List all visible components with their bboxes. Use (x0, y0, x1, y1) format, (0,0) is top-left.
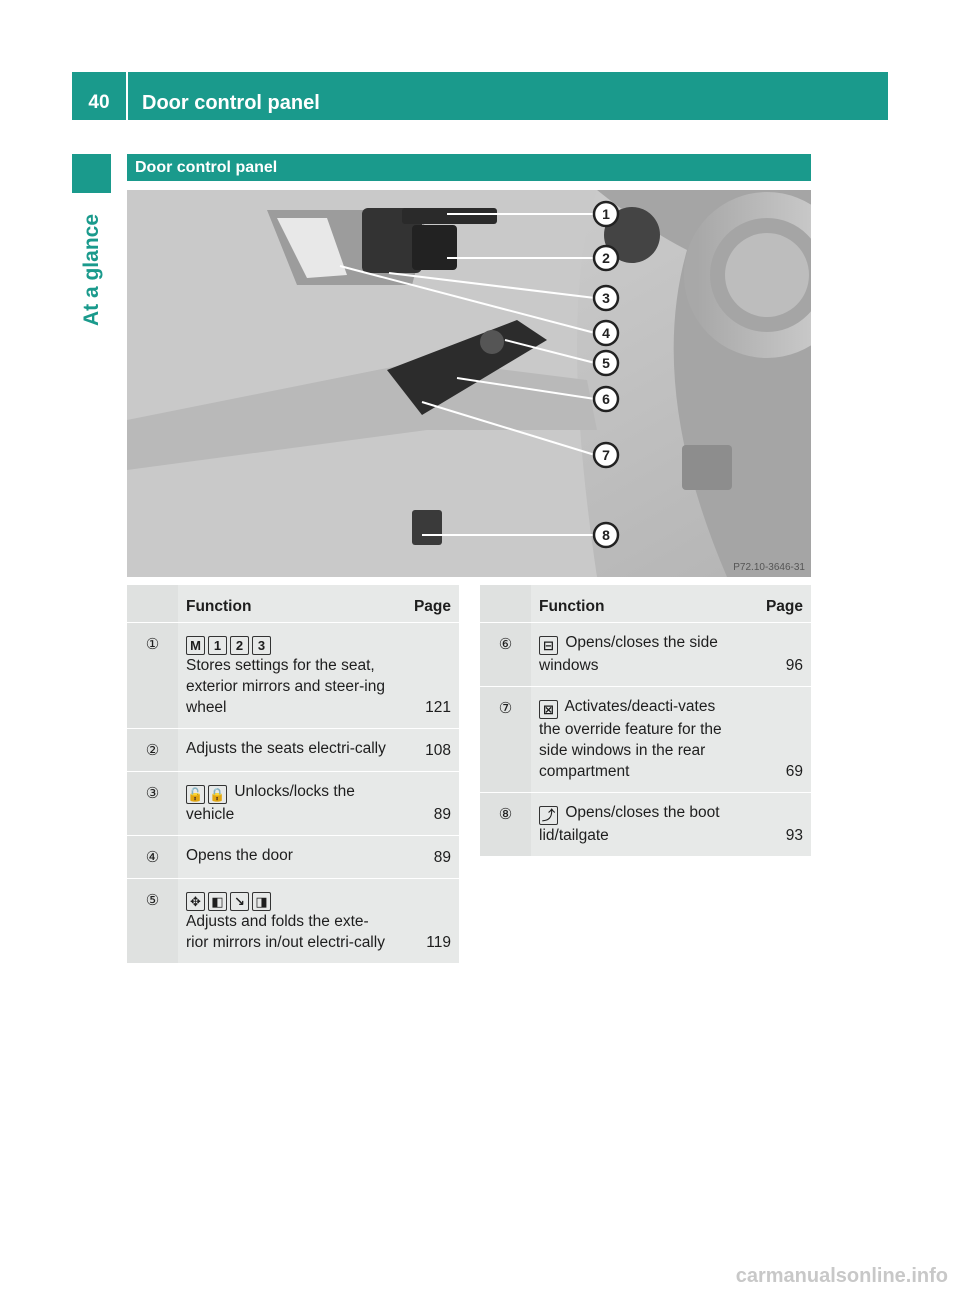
row-page-reference: 119 (395, 878, 459, 963)
header-title: Door control panel (142, 92, 320, 114)
control-symbols (539, 804, 561, 821)
row-number: ① (127, 622, 178, 728)
row-number: ⑤ (127, 878, 178, 963)
row-number: ⑦ (480, 686, 531, 792)
control-symbol-icon: ◨ (252, 892, 271, 911)
row-page-reference: 93 (747, 792, 811, 856)
table-header-function: Function (178, 585, 395, 622)
row-number: ⑥ (480, 622, 531, 686)
control-symbols (186, 890, 274, 907)
control-symbols (186, 634, 274, 651)
table-row (127, 771, 459, 835)
control-symbol-icon: 🔒 (209, 786, 226, 802)
row-function (178, 835, 395, 878)
control-symbol-icon: ✥ (186, 892, 205, 911)
door-panel-illustration (127, 190, 811, 577)
control-symbol-icon: ⊟ (539, 636, 558, 655)
function-description: Adjusts the seats electri-cally (186, 739, 386, 757)
row-page-reference: 121 (395, 622, 459, 728)
side-tab-marker (72, 154, 111, 193)
control-symbol-icon: 2 (230, 636, 249, 655)
table-header-row (480, 585, 811, 622)
row-function (531, 792, 747, 856)
section-title: Door control panel (127, 154, 811, 181)
callout-label: 4 (602, 325, 610, 341)
callout-label: 7 (602, 447, 610, 463)
control-symbol-icon: ◧ (208, 892, 227, 911)
control-symbol-icon: ↘ (230, 892, 249, 911)
function-description: Adjusts and folds the exte-rior mirrors in/out electri-cally (186, 912, 385, 951)
function-description: Opens the door (186, 846, 293, 864)
watermark: carmanualsonline.info (735, 1265, 948, 1287)
row-page-reference: 96 (747, 622, 811, 686)
function-description: Opens/closes the boot lid/tailgate (539, 803, 720, 844)
row-page-reference: 89 (395, 835, 459, 878)
table-row (480, 622, 811, 686)
row-page-reference: 69 (747, 686, 811, 792)
table-header-num (127, 585, 178, 622)
table-header-function: Function (531, 585, 747, 622)
table-header-page: Page (395, 585, 459, 622)
row-function (178, 771, 395, 835)
door-panel-figure (127, 190, 811, 577)
table-row (127, 622, 459, 728)
callout-label: 8 (602, 527, 610, 543)
control-symbol-icon: 3 (252, 636, 271, 655)
control-symbol-icon: M (186, 636, 205, 655)
function-table-left (127, 585, 459, 963)
figure-ref-code: P72.10-3646-31 (733, 562, 805, 573)
row-number: ⑧ (480, 792, 531, 856)
table-row (480, 686, 811, 792)
row-page-reference: 89 (395, 771, 459, 835)
table-row (127, 835, 459, 878)
callout-label: 5 (602, 355, 610, 371)
side-tab-label: At a glance (80, 213, 103, 327)
table-row (127, 878, 459, 963)
callout-label: 3 (602, 290, 610, 306)
function-description: Activates/deacti-vates the override feature for the side windows in the rear compartment (539, 697, 722, 780)
table-header-row (127, 585, 459, 622)
table-header-page: Page (747, 585, 811, 622)
function-table-right (480, 585, 811, 856)
function-description: Unlocks/locks the vehicle (186, 782, 355, 823)
row-function (531, 622, 747, 686)
table-header-num (480, 585, 531, 622)
control-symbols (186, 783, 230, 800)
control-symbols (539, 698, 561, 715)
row-function (178, 622, 395, 728)
page-number: 40 (88, 92, 110, 113)
control-symbol-icon: 🔓 (187, 786, 204, 802)
control-symbol-icon: 1 (208, 636, 227, 655)
row-function (531, 686, 747, 792)
control-symbol-icon: ⊠ (539, 700, 558, 719)
side-tab (76, 205, 108, 335)
table-row (127, 728, 459, 771)
function-description: Stores settings for the seat, exterior mirrors and steer-ing wheel (186, 656, 385, 716)
function-description: Opens/closes the side windows (539, 633, 718, 674)
control-symbol-icon: ⤴ (539, 806, 558, 825)
table-row (480, 792, 811, 856)
control-symbols (539, 634, 561, 651)
row-number: ② (127, 728, 178, 771)
callout-label: 6 (602, 391, 610, 407)
row-page-reference: 108 (395, 728, 459, 771)
header-divider (126, 72, 128, 120)
callout-label: 2 (602, 250, 610, 266)
row-function (178, 878, 395, 963)
callout-label: 1 (602, 206, 610, 222)
row-number: ③ (127, 771, 178, 835)
row-function (178, 728, 395, 771)
row-number: ④ (127, 835, 178, 878)
